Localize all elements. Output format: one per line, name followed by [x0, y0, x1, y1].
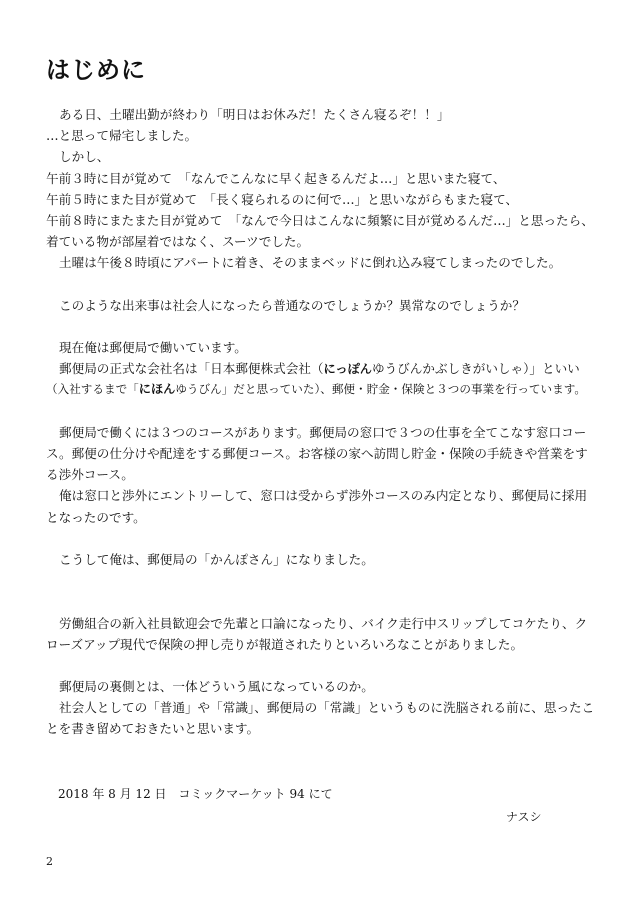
date-line: 2018 年 8 月 12 日 コミックマーケット 94 にて [58, 787, 333, 801]
blank-line [46, 655, 586, 676]
blank-line [46, 528, 586, 549]
paragraph-line: 現在俺は郵便局で働いています。 [59, 340, 247, 356]
body-text [46, 104, 595, 740]
paragraph-line: 労働組合の新入社員歓迎会で先輩と口論になったり、バイク走行中スリップしてコケたり、ク [59, 615, 588, 631]
blank-line [46, 591, 586, 612]
paragraph-line: こうして俺は、郵便局の「かんぽさん」になりました。 [59, 551, 374, 567]
paragraph-line: ローズアップ現代で保険の押し売りが報道されたりといろいろなことがありました。 [46, 636, 524, 652]
page-title: はじめに [46, 56, 146, 84]
text-span: （入社するまで「 [46, 382, 139, 397]
paragraph-line: 郵便局で働くには３つのコースがあります。郵便局の窓口で３つの仕事を全てこなす窓口コー [59, 424, 587, 440]
page-number: 2 [46, 855, 53, 868]
author-name: ナスシ [506, 810, 542, 824]
text-span: ゆうびんかぶしきがいしゃ）」といい [371, 361, 580, 377]
blank-line [46, 274, 586, 295]
emphasis-text: にほん [138, 382, 176, 397]
paragraph-line: となったのです。 [46, 509, 146, 525]
paragraph-line: 午前５時にまた目が覚めて 「長く寝られるのに何で…」と思いながらもまた寝て、 [46, 191, 519, 207]
text-span: 郵便局の正式な会社名は「日本郵便株式会社（ [59, 361, 324, 377]
paragraph-line: 着ている物が部屋着ではなく、スーツでした。 [46, 234, 310, 250]
paragraph-line: しかし、 [59, 149, 110, 165]
paragraph-line: 午前３時に目が覚めて 「なんでこんなに早く起きるんだよ…」と思いまた寝て、 [46, 170, 506, 186]
blank-line [46, 570, 586, 591]
paragraph-line: 午前８時にまたまた目が覚めて 「なんで今日はこんなに頻繁に目が覚めるんだ…」と思ったら、 [46, 212, 594, 228]
paragraph-line: ス。郵便の仕分けや配達をする郵便コース。お客様の家へ訪問し貯金・保険の手続きや営業をす [46, 446, 588, 461]
paragraph-line: とを書き留めておきたいと思います。 [46, 721, 260, 737]
blank-line [46, 316, 586, 337]
paragraph-line: 郵便局の裏側とは、一体どういう風になっているのか。 [59, 679, 374, 695]
paragraph-line: このような出来事は社会人になったら普通なのでしょうか？異常なのでしょうか？ [59, 297, 525, 313]
paragraph-line: る渉外コース。 [46, 467, 134, 483]
blank-line [46, 401, 586, 422]
text-span: ゆうびん」だと思っていた）、郵便・貯金・保険と３つの事業を行っています。 [175, 382, 586, 397]
paragraph-line: 土曜は午後８時頃にアパートに着き、そのままベッドに倒れ込み寝てしまったのでした。 [59, 255, 562, 271]
emphasis-text: にっぽん [323, 362, 372, 377]
paragraph-line: …と思って帰宅しました。 [46, 128, 198, 144]
paragraph-line: ある日、土曜出勤が終わり「明日はお休みだ！たくさん寝るぞ！！」 [59, 107, 450, 122]
paragraph-line: 社会人としての「普通」や「常識」、郵便局の「常識」というものに洗脳される前に、思ったこ [59, 700, 595, 716]
paragraph-line [46, 358, 586, 379]
paragraph-line [46, 379, 586, 400]
paragraph-line: 俺は窓口と渉外にエントリーして、窓口は受からず渉外コースのみ内定となり、郵便局に採用 [59, 488, 588, 504]
